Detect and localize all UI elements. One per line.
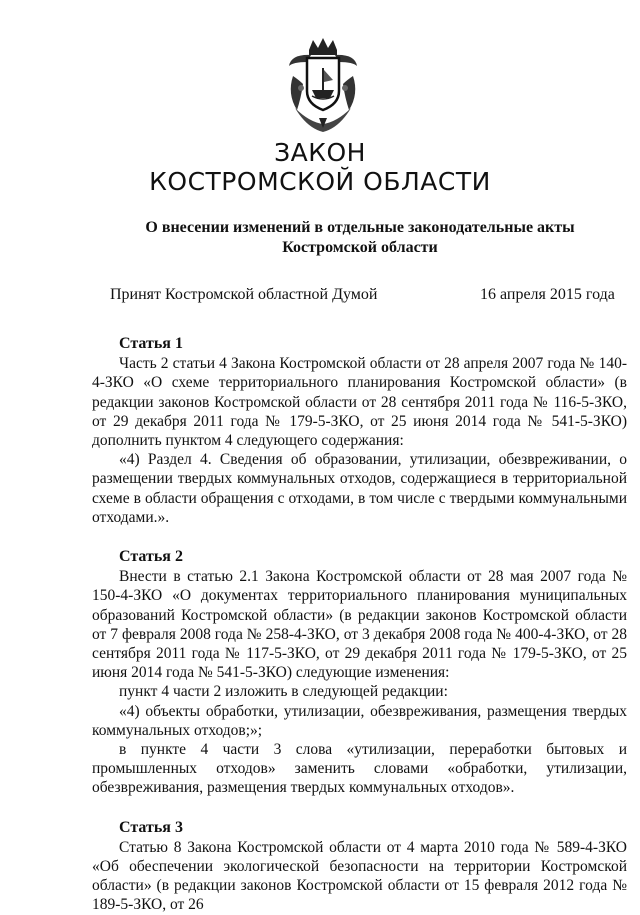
law-subject-line: О внесении изменений в отдельные законодательные акты (145, 219, 575, 236)
article-paragraph: Часть 2 статьи 4 Закона Костромской области от 28 апреля 2007 года № 140-4-ЗКО «О схеме территориального планирования Костромской области» (в редакции законов Костромской области от 28 сентября 2011 года № 116-5-ЗКО, от 29 декабря 2011 года № 179-5-ЗКО, от 25 июня 2014 года № 541-5-ЗКО) дополнить пунктом 4 следующего содержания: (92, 355, 627, 450)
article-heading: Статья 3 (119, 818, 183, 836)
law-subject-line: Костромской области (282, 239, 438, 256)
issuing-region-title: КОСТРОМСКОЙ ОБЛАСТИ (149, 167, 491, 196)
article-1 (92, 334, 627, 527)
document-type-title: ЗАКОН (274, 138, 366, 167)
article-3 (92, 818, 627, 915)
article-paragraph: Внести в статью 2.1 Закона Костромской области от 28 мая 2007 года № 150-4-ЗКО «О документах территориального планирования муниципальных образований Костромской области» (в редакции законов Костромской области от 7 февраля 2008 года № 258-4-ЗКО, от 3 декабря 2008 года № 400-4-ЗКО, от 28 сентября 2011 года № 117-5-ЗКО, от 29 декабря 2011 года № 179-5-ЗКО, от 25 июня 2014 года № 541-5-ЗКО) следующие изменения: (92, 568, 627, 682)
article-paragraph: «4) Раздел 4. Сведения об образовании, утилизации, обезвреживании, о размещении твердых коммунальных отходов, содержащиеся в территориальной схеме в области обращения с отходами, в том числе с твердыми коммунальными отходами.». (92, 451, 627, 526)
article-paragraph: «4) объекты обработки, утилизации, обезвреживания, размещения твердых коммунальных отходов;»; (92, 702, 627, 739)
article-paragraph: пункт 4 части 2 изложить в следующей редакции: (119, 683, 448, 701)
article-heading: Статья 1 (119, 335, 183, 352)
document-body (92, 334, 627, 915)
coat-of-arms-emblem (283, 36, 363, 136)
adoption-date: 16 апреля 2015 года (480, 286, 615, 303)
article-2 (92, 547, 627, 798)
article-paragraph: в пункте 4 части 3 слова «утилизации, переработки бытовых и промышленных отходов» заменить словами «обработки, утилизации, обезвреживания, размещения твердых коммунальных отходов». (92, 741, 627, 797)
article-paragraph: Статью 8 Закона Костромской области от 4 марта 2010 года № 589-4-ЗКО «Об обеспечении экологической безопасности на территории Костромской области» (в редакции законов Костромской области от 15 февраля 2012 года № 189-5-ЗКО, от 26 (92, 838, 627, 914)
adopted-by: Принят Костромской областной Думой (110, 286, 378, 303)
law-subject (140, 218, 580, 258)
article-heading: Статья 2 (119, 548, 183, 566)
